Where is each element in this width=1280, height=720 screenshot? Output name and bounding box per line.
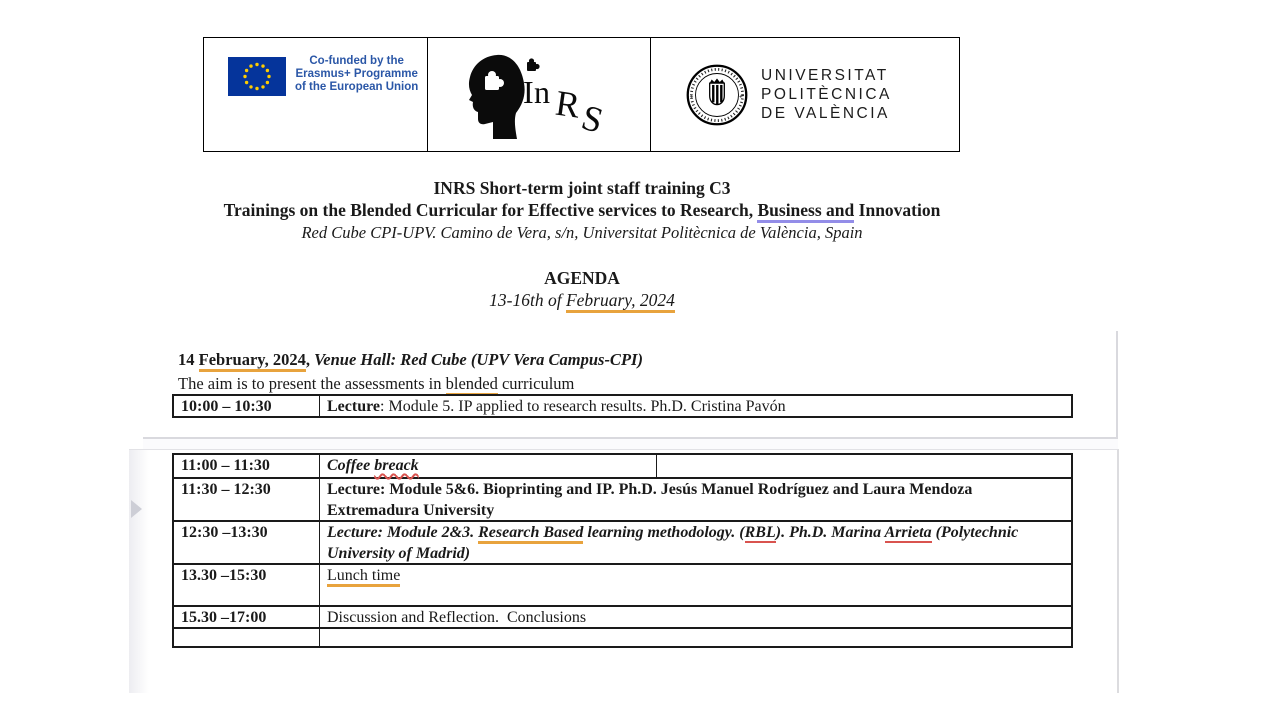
expand-pane-chevron-icon[interactable] (131, 500, 142, 518)
coffee-pre: Coffee (327, 457, 375, 474)
time-cell: 12:30 –13:30 (174, 522, 320, 563)
upv-seal-icon (685, 63, 749, 127)
upv-logo-cell (651, 38, 957, 151)
table-row (174, 396, 1071, 416)
eu-cofunded-text (295, 55, 418, 94)
empty-cell (320, 629, 1071, 646)
aim-proof-marked: blended (446, 374, 498, 396)
day-date-marked: February, 2024 (199, 350, 306, 372)
description-cell: Discussion and Reflection. Conclusions (327, 609, 587, 626)
table-row (174, 605, 1071, 627)
svg-text:S: S (577, 96, 608, 141)
aim-pre: The aim is to present the assessments in (178, 374, 446, 393)
table-row (174, 477, 1071, 520)
day-date-pre: 14 (178, 350, 199, 369)
time-cell (174, 629, 320, 646)
day-date-post: , (305, 350, 315, 369)
eu-flag-icon (228, 57, 286, 96)
time-cell: 10:00 – 10:30 (174, 396, 320, 416)
time-cell: 15.30 –17:00 (174, 607, 320, 627)
lecture-rest: : Module 5. IP applied to research results. Ph.D. Cristina Pavón (380, 398, 786, 415)
aim-line (178, 374, 574, 394)
doc-title-line1: INRS Short-term joint staff training C3 (433, 178, 731, 198)
upv-text-line2: POLITÈCNICA (761, 86, 892, 103)
upv-text-line1: UNIVERSITAT (761, 67, 889, 84)
svg-text:+: + (689, 93, 694, 101)
svg-text:I: I (523, 73, 534, 110)
schedule-table-page1 (172, 394, 1073, 418)
rbl-pre: Lecture: Module 2&3. (327, 524, 479, 541)
rbl-red-marked: RBL (744, 524, 776, 541)
time-cell: 11:00 – 11:30 (174, 455, 320, 477)
inrs-logo-icon (459, 49, 619, 141)
dates-pre: 13-16th of (489, 290, 566, 310)
svg-text:R: R (553, 82, 583, 126)
eu-text-line3: of the European Union (295, 81, 419, 93)
page1-bottom-edge (143, 437, 1118, 439)
page1-right-edge (1116, 331, 1118, 437)
empty-cell (657, 455, 1071, 477)
lunch-proof-marked: Lunch time (327, 567, 400, 587)
schedule-table-page2 (172, 453, 1073, 648)
page-break-gap (143, 439, 1118, 449)
title2-pre: Trainings on the Blended Curricular for Effective services to Research, (223, 200, 758, 220)
eu-text-line1: Co-funded by the (309, 55, 404, 67)
inrs-logo-cell (428, 38, 651, 151)
upv-text-line3: DE VALÈNCIA (761, 105, 890, 122)
rbl-mid1: learning methodology. ( (583, 524, 745, 541)
eu-text-line2: Erasmus+ Programme (295, 68, 418, 80)
rbl-orange-marked: Research Based (478, 524, 583, 544)
day-heading (178, 350, 643, 370)
title2-post: Innovation (854, 200, 941, 220)
doc-subtitle-venue: Red Cube CPI-UPV. Camino de Vera, s/n, Universitat Politècnica de València, Spain (301, 223, 863, 242)
title2-grammar-marked: Business and (757, 200, 854, 223)
table-row (174, 563, 1071, 605)
rbl-post: (Polytechnic University of Madrid) (327, 524, 1023, 562)
description-cell (320, 522, 1071, 563)
time-cell: 11:30 – 12:30 (174, 479, 320, 520)
coffee-spelling-marked: breack (374, 457, 419, 474)
table-row (174, 520, 1071, 563)
table-row (174, 627, 1071, 646)
lecture-label: Lecture (327, 398, 381, 415)
doc-title-line2 (82, 200, 1082, 221)
agenda-dates-line (82, 290, 1082, 311)
description-cell: Lecture: Module 5&6. Bioprinting and IP. Ph.D. Jesús Manuel Rodríguez and Laura Mendoza Extremadura University (327, 481, 977, 519)
day-venue: Venue Hall: Red Cube (UPV Vera Campus-CPI) (314, 350, 643, 369)
description-cell (320, 455, 657, 477)
description-cell (320, 565, 1071, 605)
svg-text:+: + (738, 93, 743, 101)
time-cell: 13.30 –15:30 (174, 565, 320, 605)
arrieta-red-marked: Arrieta (884, 524, 932, 541)
agenda-heading: AGENDA (544, 268, 620, 288)
upv-name-text (761, 66, 892, 123)
description-cell (320, 396, 1071, 416)
eu-logo-cell (204, 38, 428, 151)
aim-post: curriculum (497, 374, 575, 393)
svg-text:n: n (534, 73, 550, 110)
rbl-mid2: ). Ph.D. Marina (775, 524, 885, 541)
logo-banner-table (203, 37, 960, 152)
dates-proof-marked: February, 2024 (566, 290, 675, 313)
table-row (174, 455, 1071, 477)
